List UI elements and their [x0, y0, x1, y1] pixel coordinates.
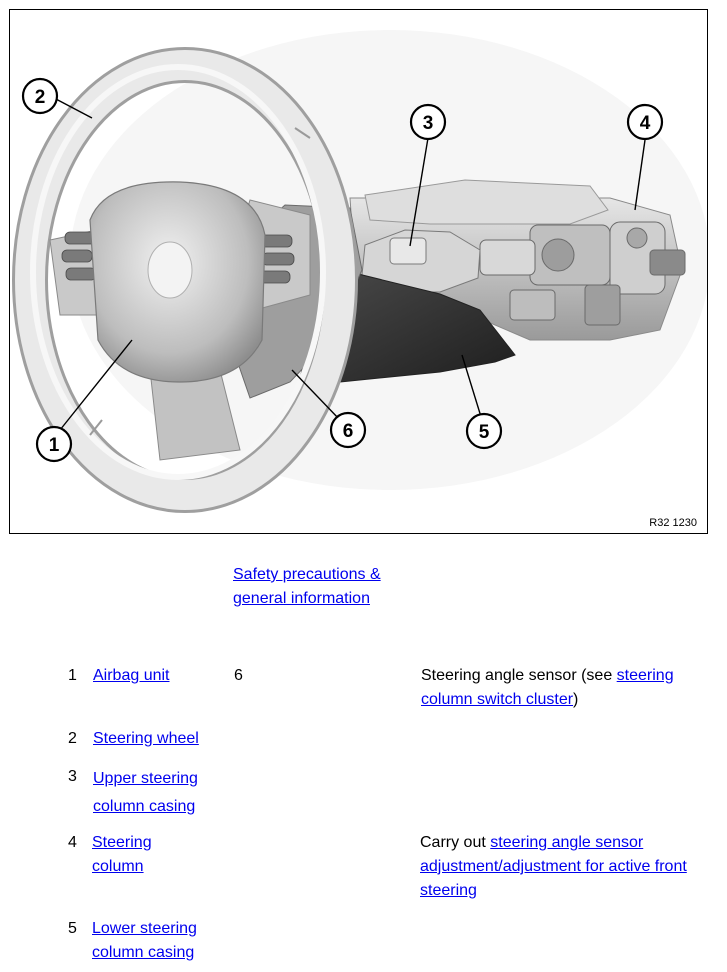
carry-out-text: Carry out: [420, 834, 491, 851]
safety-precautions-link-block: [233, 563, 381, 611]
callout-2: [23, 79, 57, 113]
steering-diagram-figure: [9, 9, 708, 534]
safety-precautions-link[interactable]: Safety precautions &: [233, 566, 381, 583]
steering-angle-sensor-adjustment-link-part3[interactable]: steering: [420, 882, 477, 899]
item-number-6: 6: [234, 667, 243, 684]
item-number-4: 4: [68, 834, 77, 851]
list-item-airbag-unit: [93, 664, 170, 688]
svg-text:4: 4: [639, 113, 651, 134]
airbag-unit-link[interactable]: Airbag unit: [93, 667, 170, 684]
closing-parenthesis: ): [573, 691, 579, 708]
item-number-2: 2: [68, 730, 77, 747]
callout-1: [37, 427, 71, 461]
svg-text:1: 1: [48, 435, 60, 456]
steering-column-switch-cluster-link-part2[interactable]: column switch cluster: [421, 691, 574, 708]
svg-text:5: 5: [478, 422, 490, 443]
figure-reference-code: R32 1230: [649, 517, 697, 529]
callout-3: [411, 105, 445, 139]
list-item-upper-steering-column-casing: [93, 765, 198, 821]
callout-4: [628, 105, 662, 139]
upper-steering-column-casing-link-part2[interactable]: column casing: [93, 798, 196, 815]
steering-angle-sensor-adjustment-link-part1[interactable]: steering angle sensor: [490, 834, 644, 851]
steering-angle-sensor-adjustment-link-part2[interactable]: adjustment/adjustment for active front: [420, 858, 687, 875]
item-number-1: 1: [68, 667, 77, 684]
callout-6: [331, 413, 365, 447]
steering-wheel-link[interactable]: Steering wheel: [93, 730, 199, 747]
svg-text:2: 2: [34, 87, 46, 108]
lower-steering-column-casing-link-part1[interactable]: Lower steering: [92, 920, 197, 937]
steering-assembly-illustration: [10, 10, 707, 533]
list-item-lower-steering-column-casing: [92, 917, 197, 965]
svg-text:3: 3: [422, 113, 434, 134]
lower-steering-column-casing-link-part2[interactable]: column casing: [92, 944, 195, 961]
list-item-steering-wheel: [93, 727, 199, 751]
steering-column-link-part2[interactable]: column: [92, 858, 144, 875]
item-number-5: 5: [68, 920, 77, 937]
callout-5: [467, 414, 501, 448]
upper-steering-column-casing-link-part1[interactable]: Upper steering: [93, 770, 198, 787]
steering-column-link-part1[interactable]: Steering: [92, 834, 152, 851]
steering-column-switch-cluster-link-part1[interactable]: steering: [616, 667, 674, 684]
list-item-steering-column: [92, 831, 152, 879]
item-6-description: [421, 664, 721, 712]
svg-text:6: 6: [342, 421, 354, 442]
item-number-3: 3: [68, 768, 77, 785]
adjustment-note: [420, 831, 725, 903]
general-information-link[interactable]: general information: [233, 590, 370, 607]
steering-angle-sensor-text: Steering angle sensor (see: [421, 667, 617, 684]
